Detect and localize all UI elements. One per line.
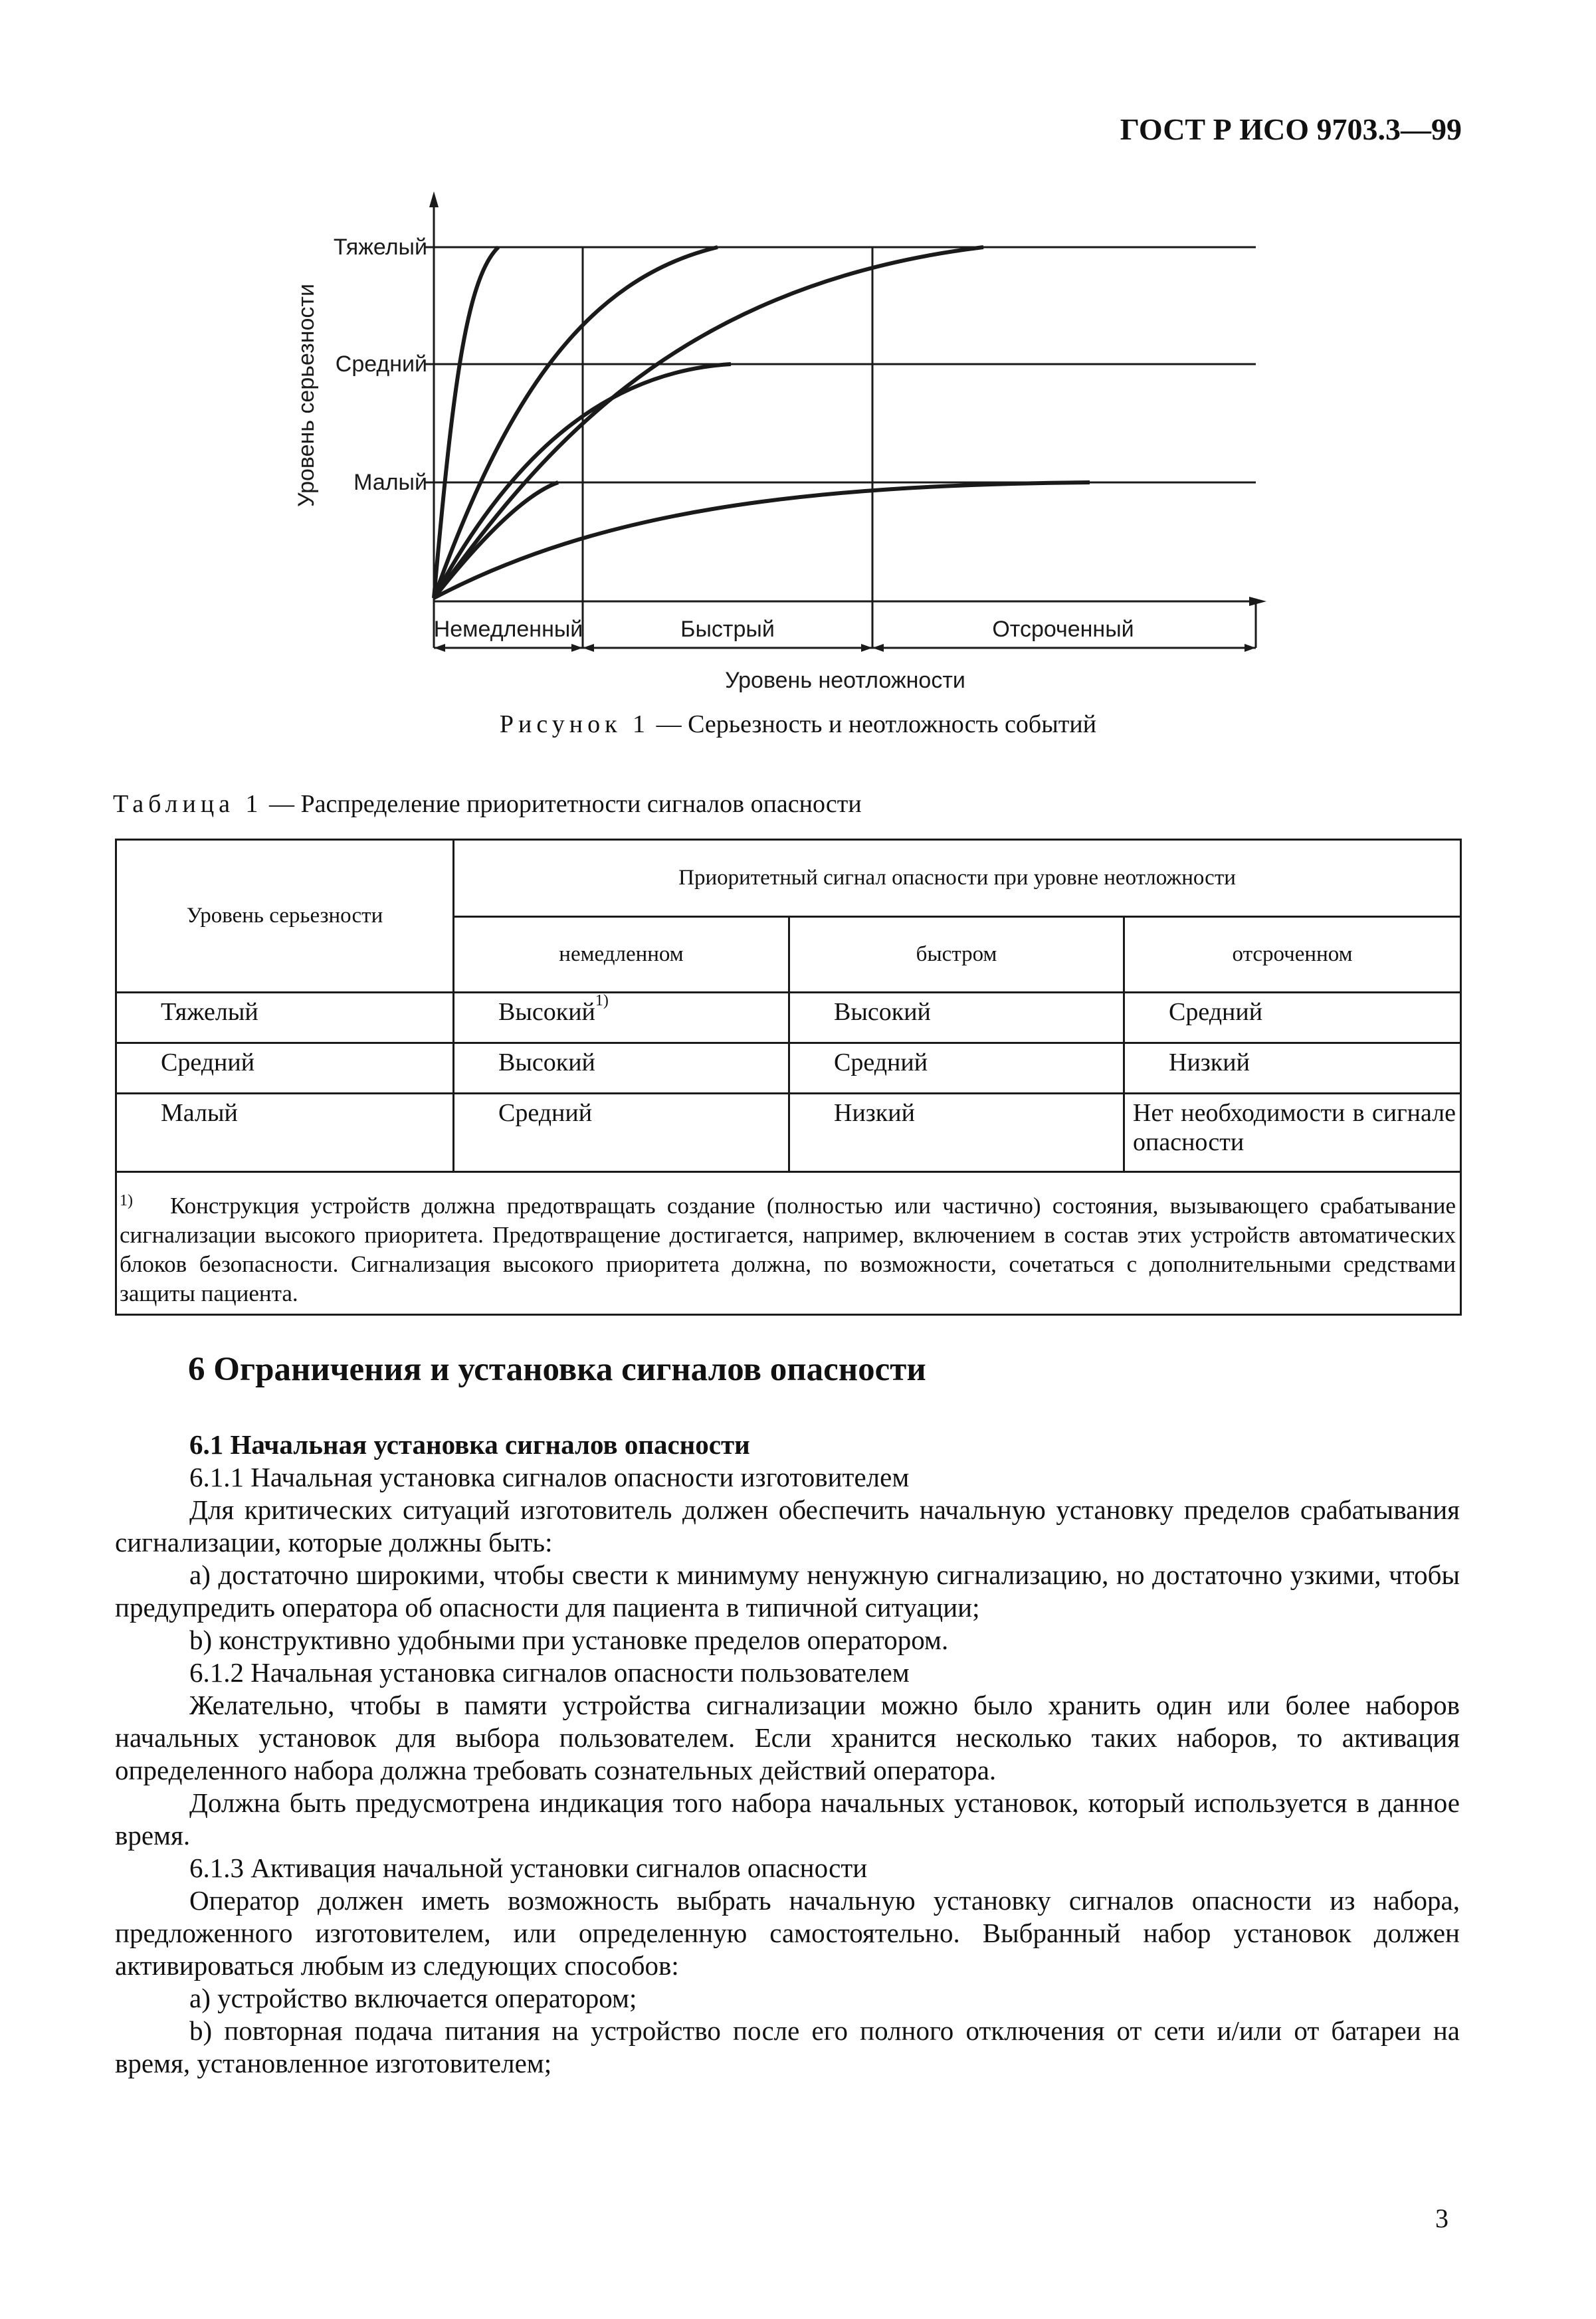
header-severity: Уровень серьезности — [116, 840, 454, 993]
paragraph: Должна быть предусмотрена индикация того набора начальных установок, который используется в данное время. — [115, 1787, 1460, 1851]
paragraph: 6.1.2 Начальная установка сигналов опасности пользователем — [189, 1657, 910, 1688]
cell-delayed: Низкий — [1124, 1043, 1461, 1094]
band-arrow-left-2 — [583, 644, 594, 652]
paragraph: а) достаточно широкими, чтобы свести к минимуму ненужную сигнализацию, но достаточно узкими, чтобы предупредить оператора об опасности для пациента в типичной ситуации; — [115, 1560, 1460, 1623]
cell-immediate — [454, 993, 789, 1043]
header-prompt: быстром — [789, 917, 1124, 993]
band-arrow-right-3 — [1245, 644, 1256, 652]
cell-immediate-value: Высокий — [498, 998, 595, 1026]
table-footnote — [116, 1172, 1461, 1315]
cell-prompt: Средний — [789, 1043, 1124, 1094]
figure-caption-text: — Серьезность и неотложность событий — [650, 710, 1097, 738]
footnote-text: Конструкция устройств должна предотвращать создание (полностью или частично) состояния, вызывающего срабатывание сигнализации высокого приоритета. Предотвращение достигается, например, включением в состав этих устройств автоматических блоков безопасности. Сигнализация высокого приоритета должна, по возможности, сочетаться с дополнительными средствами защиты пациента. — [120, 1193, 1456, 1306]
paragraph: Оператор должен иметь возможность выбрать начальную установку сигналов опасности из набора, предложенного изготовителем, или определенную самостоятельно. Выбранный набор установок должен активироваться любым из следующих способов: — [115, 1885, 1460, 1981]
table-title-text: — Распределение приоритетности сигналов опасности — [262, 790, 862, 818]
severity-urgency-figure — [0, 0, 1596, 704]
paragraph: а) устройство включается оператором; — [189, 1983, 637, 2013]
y-label-heavy: Тяжелый — [333, 235, 427, 260]
cell-delayed: Нет необходимости в сигнале опасности — [1124, 1094, 1461, 1172]
cell-severity: Тяжелый — [116, 993, 454, 1043]
cell-severity: Малый — [116, 1094, 454, 1172]
footnote-row — [116, 1172, 1461, 1315]
cell-severity: Средний — [116, 1043, 454, 1094]
band-label-prompt: Быстрый — [680, 617, 775, 642]
cell-immediate: Высокий — [454, 1043, 789, 1094]
x-axis-title: Уровень неотложности — [725, 668, 965, 693]
paragraph: Для критических ситуаций изготовитель должен обеспечить начальную установку пределов срабатывания сигнализации, которые должны быть: — [115, 1494, 1460, 1558]
band-label-delayed: Отсроченный — [992, 617, 1134, 642]
band-arrow-right-2 — [861, 644, 872, 652]
urgency-curve-6 — [434, 482, 1090, 598]
y-label-minor: Малый — [353, 470, 427, 495]
priority-table-wrapper — [115, 839, 1460, 1316]
header-immediate: немедленном — [454, 917, 789, 993]
subsection-heading: 6.1 Начальная установка сигналов опасности — [189, 1429, 750, 1460]
table-row — [116, 1094, 1461, 1172]
table-row — [116, 1043, 1461, 1094]
y-label-medium: Средний — [335, 352, 427, 377]
cell-delayed: Средний — [1124, 993, 1461, 1043]
band-arrow-right-1 — [571, 644, 583, 652]
table-title-prefix: Таблица 1 — [113, 790, 263, 818]
paragraph: b) конструктивно удобными при установке пределов оператором. — [189, 1625, 949, 1655]
section-heading: 6 Ограничения и установка сигналов опасности — [188, 1351, 926, 1388]
figure-caption — [0, 710, 1596, 739]
y-axis-title: Уровень серьезности — [294, 284, 319, 507]
band-arrow-left-1 — [434, 644, 445, 652]
footnote-mark: 1) — [120, 1192, 133, 1209]
paragraph: Желательно, чтобы в памяти устройства сигнализации можно было хранить один или более наборов начальных установок для выбора пользователем. Если хранится несколько таких наборов, то активация определенного набора должна требовать сознательных действий оператора. — [115, 1690, 1460, 1785]
table-title — [113, 789, 862, 819]
priority-table — [115, 839, 1462, 1316]
band-arrow-left-3 — [872, 644, 884, 652]
urgency-curve-3 — [434, 247, 983, 598]
paragraph: b) повторная подача питания на устройство после его полного отключения от сети и/или от батареи на время, установленное изготовителем; — [115, 2015, 1460, 2078]
band-label-immediate: Немедленный — [433, 617, 583, 642]
cell-prompt: Высокий — [789, 993, 1124, 1043]
header-delayed: отсроченном — [1124, 917, 1461, 993]
cell-prompt: Низкий — [789, 1094, 1124, 1172]
header-priority-group: Приоритетный сигнал опасности при уровне неотложности — [454, 840, 1461, 917]
paragraph: 6.1.3 Активация начальной установки сигналов опасности — [189, 1853, 868, 1883]
table-row — [116, 993, 1461, 1043]
figure-caption-prefix: Рисунок 1 — [499, 710, 650, 738]
y-axis-arrow — [429, 191, 439, 207]
document-header: ГОСТ Р ИСО 9703.3—99 — [1120, 112, 1462, 146]
footnote-ref: 1) — [595, 992, 609, 1009]
page-number: 3 — [1435, 2203, 1448, 2233]
cell-immediate: Средний — [454, 1094, 789, 1172]
paragraph: 6.1.1 Начальная установка сигналов опасности изготовителем — [189, 1462, 910, 1492]
section-body — [115, 1429, 1460, 2080]
x-axis-arrow — [1249, 597, 1266, 606]
